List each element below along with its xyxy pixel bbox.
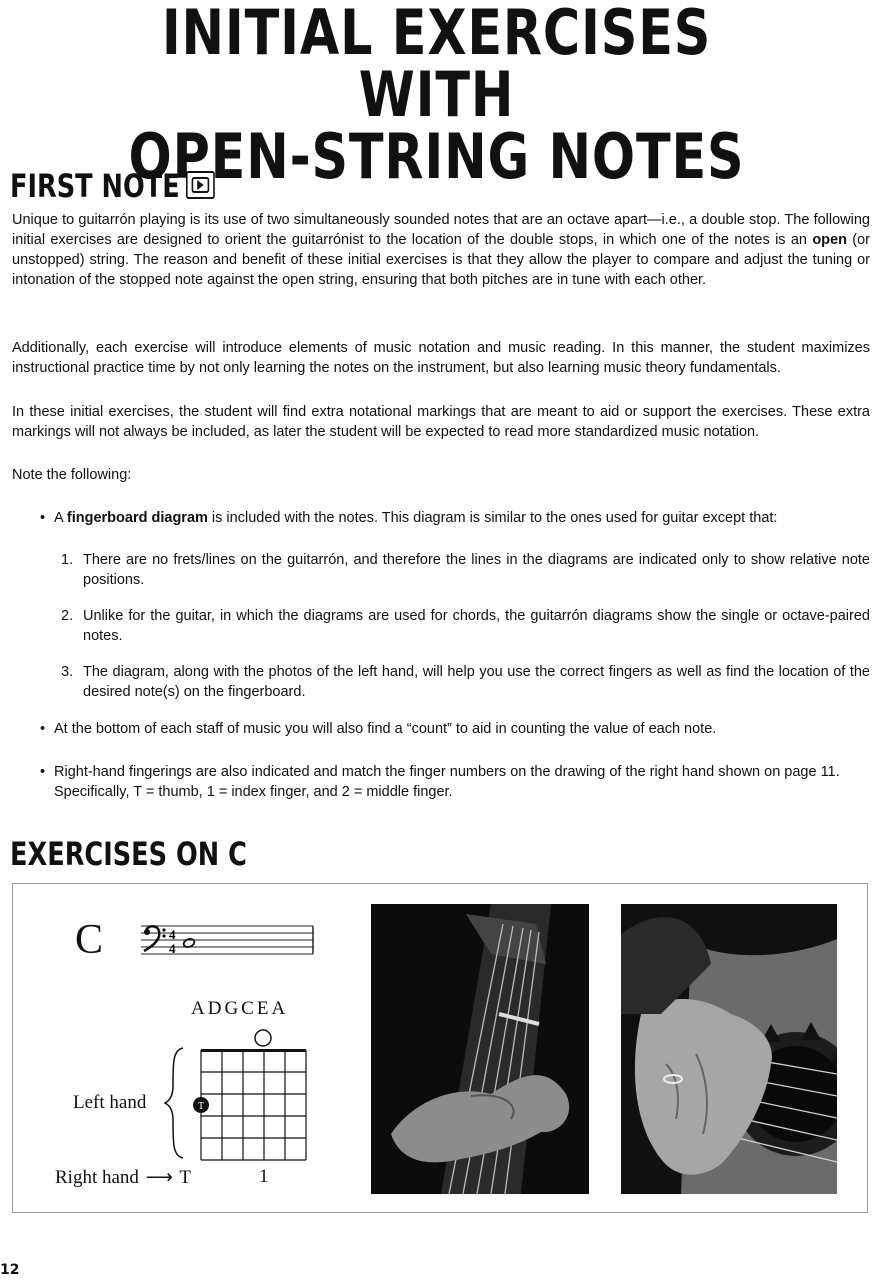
fingerboard-diagram [188, 1022, 318, 1172]
right-hand-photo-image [621, 904, 837, 1194]
first-note-heading [10, 168, 215, 204]
item-text: The diagram, along with the photos of the left hand, will help you use the correct fingers as well as find the location of the desired note(s) on the fingerboard. [83, 664, 870, 700]
bass-staff [141, 922, 321, 962]
paragraph-2-text: Additionally, each exercise will introduce elements of music notation and music reading. In this manner, the student maximizes instructional practice time by not only learning the notes on the instrument, but also learning music theory fundamentals. [12, 340, 870, 376]
bullet1-text-b: is included with the notes. This diagram is similar to the ones used for guitar except that: [207, 510, 778, 526]
intro-open-bold: open [812, 232, 847, 248]
finger-dot-label: T [197, 1101, 205, 1112]
string-names: ADGCEA [191, 998, 289, 1019]
note-name: C [75, 917, 104, 963]
page-title [79, 0, 795, 193]
item-number: 3. [61, 664, 74, 680]
item-text: There are no frets/lines on the guitarrón, and therefore the lines in the diagrams are indicated only to show relative note positions. [83, 552, 870, 588]
paragraph-3 [12, 402, 870, 442]
item-number: 1. [61, 552, 74, 568]
time-signature-bottom: 4 [169, 941, 176, 956]
bullet-right-hand [40, 762, 844, 802]
arrow-right-icon: ⟶ [145, 1167, 173, 1188]
bullet-dot: • [40, 721, 46, 737]
intro-text-2: (or unstopped) string. The reason and benefit of these initial exercises is that they allow the player to compare and adjust the tuning or intonation of the stopped note against the open string, ensuring that both pitches are in tune with each other. [12, 232, 870, 288]
intro-paragraph [12, 210, 870, 290]
exercises-heading [10, 836, 247, 872]
right-hand-photo [621, 904, 837, 1194]
bullet2-text: At the bottom of each staff of music you will also find a “count” to aid in counting the value of each note. [54, 721, 717, 737]
left-hand-photo-image [371, 904, 589, 1194]
intro-text-1: Unique to guitarrón playing is its use of two simultaneously sounded notes that are an octave apart—i.e., a double stop. The following initial exercises are designed to orient the guitarrónist to the location of the double stops, in which one of the notes is an [12, 212, 870, 248]
numbered-item [61, 550, 870, 590]
bullet3-text: Right-hand fingerings are also indicated and match the finger numbers on the drawing of the right hand shown on page 11. Specifically, T = thumb, 1 = index finger, and 2 = middle finger. [54, 764, 840, 800]
exercise-figure [12, 883, 868, 1213]
item-text: Unlike for the guitar, in which the diagrams are used for chords, the guitarrón diagrams show the single or octave-paired notes. [83, 608, 870, 644]
left-hand-brace [163, 1046, 187, 1160]
note-following-text: Note the following: [12, 467, 132, 483]
time-signature-top: 4 [169, 927, 176, 942]
open-string-marker [255, 1030, 271, 1046]
paragraph-2 [12, 338, 870, 378]
bullet-fingerboard [40, 508, 870, 528]
rh-thumb: T [179, 1167, 191, 1188]
bullet-count [40, 719, 870, 739]
page-title-line2: OPEN-STRING NOTES [128, 120, 745, 193]
right-hand-label: Right hand [55, 1167, 139, 1188]
paragraph-3-text: In these initial exercises, the student will find extra notational markings that are meant to aid or support the exercises. These extra markings will not always be included, as later the student will be expected to read more standardized music notation. [12, 404, 870, 440]
numbered-item [61, 606, 870, 646]
exercises-heading-text: EXERCISES ON C [10, 835, 247, 873]
note-following [12, 465, 870, 485]
bullet-dot: • [40, 510, 46, 526]
numbered-item [61, 662, 870, 702]
bullet1-text-a: A [54, 510, 67, 526]
first-note-heading-text: FIRST NOTE [10, 167, 180, 205]
bullet-dot: • [40, 764, 46, 780]
bullet1-bold: fingerboard diagram [66, 510, 208, 526]
rh-index: 1 [259, 1166, 269, 1187]
page-title-line1: INITIAL EXERCISES WITH [161, 0, 712, 131]
right-hand-row [55, 1166, 191, 1189]
left-hand-label: Left hand [73, 1092, 147, 1113]
video-icon[interactable] [186, 171, 215, 199]
left-hand-photo [371, 904, 589, 1194]
item-number: 2. [61, 608, 74, 624]
page-number: 12 [0, 1262, 20, 1278]
